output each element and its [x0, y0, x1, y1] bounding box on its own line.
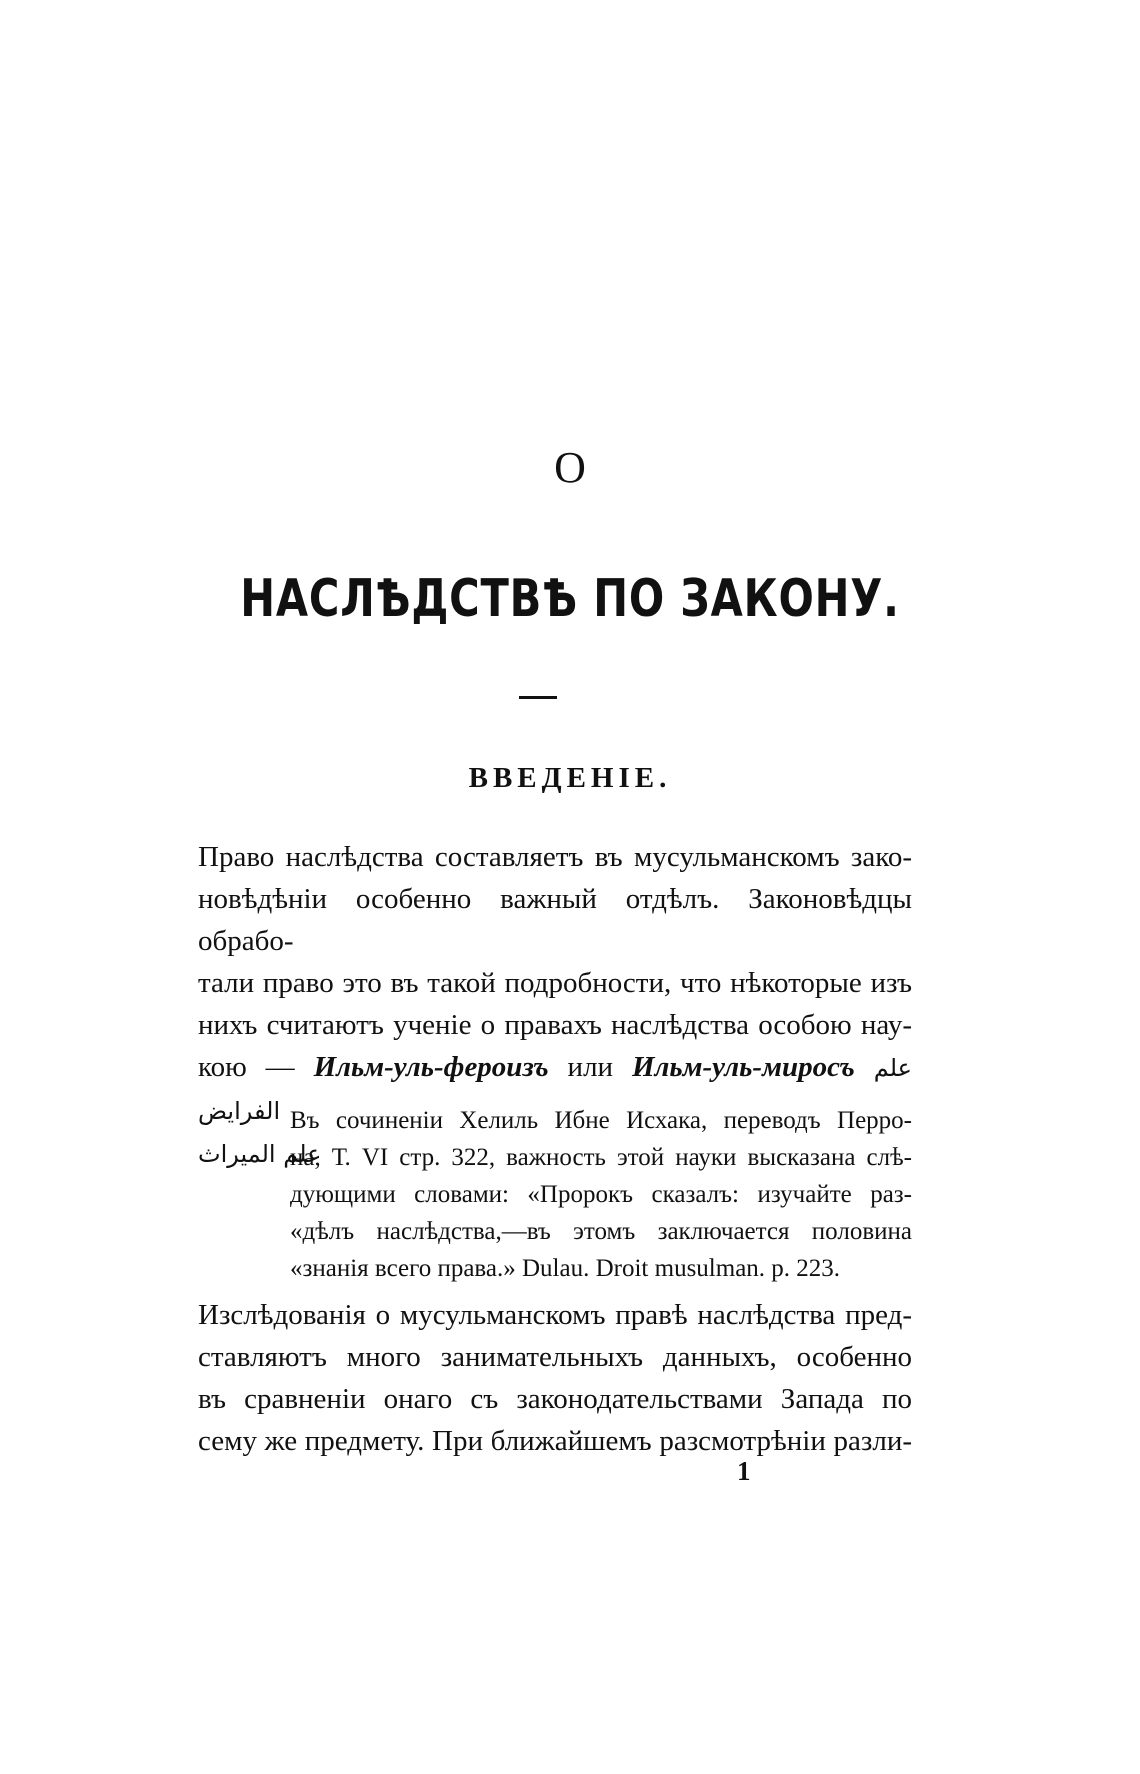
text-fragment: или	[548, 1051, 632, 1083]
footnote-line: «знанія всего права.» Dulau. Droit musulman. p. 223.	[290, 1255, 841, 1282]
text-fragment: кою —	[198, 1051, 314, 1083]
footnote-block	[290, 1102, 912, 1287]
paragraph-line: Изслѣдованія о мусульманскомъ правѣ наслѣдства пред-	[198, 1299, 912, 1331]
pre-title: О	[554, 443, 586, 492]
paragraph-line: новѣдѣніи особенно важный отдѣлъ. Законовѣдцы обрабо-	[198, 883, 912, 957]
footnote-line: Въ сочиненіи Хелиль Ибне Исхака, переводъ Перро-	[290, 1107, 912, 1134]
paragraph-line: ставляютъ много занимательныхъ данныхъ, особенно	[198, 1341, 912, 1373]
footnote-line: «дѣлъ наслѣдства,—въ этомъ заключается половина	[290, 1218, 912, 1245]
chapter-title: НАСЛѢДСТВѢ ПО ЗАКОНУ.	[240, 569, 900, 629]
footnote-line: на, Т. VI стр. 322, важность этой науки высказана слѣ-	[290, 1144, 912, 1171]
term-ilm-ul-feroiz: Ильм-уль-фероизъ	[313, 1051, 549, 1083]
paragraph-line: тали право это въ такой подробности, что нѣкоторые изъ	[198, 967, 912, 999]
term-ilm-ul-miros: Ильм-уль-миросъ	[631, 1051, 855, 1083]
arabic-term-2: علم الميراث	[198, 1140, 322, 1168]
arabic-term-1: علم الفرايض	[198, 1054, 912, 1125]
paragraph-research	[198, 1294, 912, 1462]
page-number: 1	[737, 1456, 751, 1486]
title-divider	[519, 696, 557, 699]
footnote-line: дующими словами: «Пророкъ сказалъ: изучайте раз-	[290, 1181, 912, 1208]
paragraph-line: Право наслѣдства составляетъ въ мусульманскомъ зако-	[198, 841, 912, 873]
paragraph-line: въ сравненіи онаго съ законодательствами Запада по	[198, 1383, 912, 1415]
paragraph-line: сему же предмету. При ближайшемъ разсмотрѣніи разли-	[198, 1425, 912, 1457]
section-heading: ВВЕДЕНІЕ.	[468, 762, 672, 794]
paragraph-line: нихъ считаютъ ученіе о правахъ наслѣдства особою нау-	[198, 1009, 912, 1041]
